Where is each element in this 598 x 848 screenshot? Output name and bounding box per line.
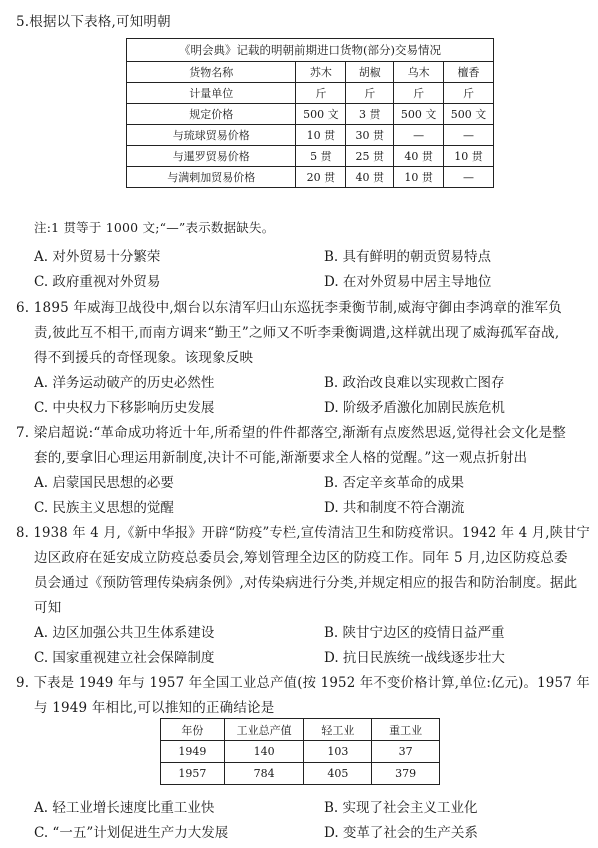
q9-option-a[interactable]: A. 轻工业增长速度比重工业快 (34, 800, 215, 816)
q5-trade-table (126, 38, 494, 188)
q5-stem: 5.根据以下表格,可知明朝 (16, 14, 171, 30)
table-row (161, 741, 440, 763)
table-header-cell: 轻工业 (304, 719, 372, 741)
table-cell: 784 (224, 763, 304, 785)
q7-option-a[interactable]: A. 启蒙国民思想的必要 (34, 475, 174, 491)
q7-option-b[interactable]: B. 否定辛亥革命的成果 (324, 475, 465, 491)
q8-stem-line-2: 边区政府在延安成立防疫总委员会,筹划管理全边区的防疫工作。同年 5 月,边区防疫总委 (34, 550, 568, 566)
table-header-cell: 年份 (161, 719, 225, 741)
table-header-cell: 重工业 (372, 719, 440, 741)
table-cell: 计量单位 (127, 83, 296, 104)
table-row (127, 125, 494, 146)
q6-stem-line-2: 责,彼此互不相干,而南方调来“勤王”之师又不听李秉衡调遣,这样就出现了威海孤军奋战, (34, 325, 560, 341)
q8-option-c[interactable]: C. 国家重视建立社会保障制度 (34, 650, 215, 666)
table-row (127, 83, 494, 104)
q6-option-d[interactable]: D. 阶级矛盾激化加剧民族危机 (324, 400, 505, 416)
table-cell: 140 (224, 741, 304, 763)
table-cell: — (444, 167, 494, 188)
q9-option-c[interactable]: C. “一五”计划促进生产力大发展 (34, 825, 229, 841)
table-cell: 500 文 (296, 104, 346, 125)
table-header-cell: 苏木 (296, 62, 346, 83)
table-header-cell: 胡椒 (346, 62, 394, 83)
q8-option-a[interactable]: A. 边区加强公共卫生体系建设 (34, 625, 215, 641)
table-cell: 规定价格 (127, 104, 296, 125)
q8-stem-line-3: 员会通过《预防管理传染病条例》,对传染病进行分类,并规定相应的报告和防治制度。据此 (34, 575, 578, 591)
q8-stem-line-1: 8. 1938 年 4 月,《新中华报》开辟“防疫”专栏,宣传清洁卫生和防疫常识。1942 年 4 月,陕甘宁 (16, 525, 590, 541)
table-cell: 与暹罗贸易价格 (127, 146, 296, 167)
table-cell: 30 贯 (346, 125, 394, 146)
table-cell: 40 贯 (346, 167, 394, 188)
table-cell: 斤 (346, 83, 394, 104)
table-cell: 10 贯 (444, 146, 494, 167)
table-cell: 1949 (161, 741, 225, 763)
table-cell: 斤 (444, 83, 494, 104)
q5-option-c[interactable]: C. 政府重视对外贸易 (34, 274, 161, 290)
q8-option-b[interactable]: B. 陕甘宁边区的疫情日益严重 (324, 625, 505, 641)
table-row (127, 104, 494, 125)
q9-output-table (160, 718, 440, 785)
table-cell: 3 贯 (346, 104, 394, 125)
q5-option-d[interactable]: D. 在对外贸易中居主导地位 (324, 274, 492, 290)
table-cell: 40 贯 (394, 146, 444, 167)
q6-stem-line-3: 得不到援兵的奇怪现象。该现象反映 (34, 350, 254, 366)
q7-stem-line-2: 套的,要拿旧心理运用新制度,决计不可能,渐渐要求全人格的觉醒。”这一观点折射出 (34, 450, 528, 466)
table-cell: 斤 (394, 83, 444, 104)
q6-option-c[interactable]: C. 中央权力下移影响历史发展 (34, 400, 215, 416)
q5-option-b[interactable]: B. 具有鲜明的朝贡贸易特点 (324, 249, 492, 265)
q9-option-d[interactable]: D. 变革了社会的生产关系 (324, 825, 478, 841)
table-cell: 1957 (161, 763, 225, 785)
table-cell: 25 贯 (346, 146, 394, 167)
table-header-cell: 工业总产值 (224, 719, 304, 741)
table-cell: 500 文 (444, 104, 494, 125)
table-row (127, 167, 494, 188)
q9-stem-line-1: 9. 下表是 1949 年与 1957 年全国工业总产值(按 1952 年不变价格计算,单位:亿元)。1957 年 (16, 675, 590, 691)
table-cell: 405 (304, 763, 372, 785)
q9-stem-line-2: 与 1949 年相比,可以推知的正确结论是 (34, 700, 275, 716)
q6-option-a[interactable]: A. 洋务运动破产的历史必然性 (34, 375, 215, 391)
table-cell: 500 文 (394, 104, 444, 125)
table-cell: 斤 (296, 83, 346, 104)
table-row (161, 763, 440, 785)
table-cell: 20 贯 (296, 167, 346, 188)
table-cell: 103 (304, 741, 372, 763)
table-cell: 与满剌加贸易价格 (127, 167, 296, 188)
q5-option-a[interactable]: A. 对外贸易十分繁荣 (34, 249, 161, 265)
table-cell: 379 (372, 763, 440, 785)
q5-table-title: 《明会典》记载的明朝前期进口货物(部分)交易情况 (127, 39, 494, 62)
table-cell: 5 贯 (296, 146, 346, 167)
q6-option-b[interactable]: B. 政治改良难以实现救亡图存 (324, 375, 505, 391)
q7-stem-line-1: 7. 梁启超说:“革命成功将近十年,所希望的件件都落空,渐渐有点废然思返,觉得社会文化是整 (16, 425, 566, 441)
q8-stem-line-4: 可知 (34, 600, 62, 616)
table-cell: — (444, 125, 494, 146)
table-cell: 10 贯 (394, 167, 444, 188)
q9-option-b[interactable]: B. 实现了社会主义工业化 (324, 800, 478, 816)
q8-option-d[interactable]: D. 抗日民族统一战线逐步壮大 (324, 650, 505, 666)
q5-note: 注:1 贯等于 1000 文;“—”表示数据缺失。 (34, 220, 275, 235)
table-header-cell: 货物名称 (127, 62, 296, 83)
table-cell: — (394, 125, 444, 146)
table-cell: 10 贯 (296, 125, 346, 146)
table-cell: 与琉球贸易价格 (127, 125, 296, 146)
table-cell: 37 (372, 741, 440, 763)
table-header-cell: 乌木 (394, 62, 444, 83)
q7-option-d[interactable]: D. 共和制度不符合潮流 (324, 500, 465, 516)
table-header-cell: 檀香 (444, 62, 494, 83)
q7-option-c[interactable]: C. 民族主义思想的觉醒 (34, 500, 174, 516)
table-row (127, 62, 494, 83)
table-row (127, 146, 494, 167)
table-row (161, 719, 440, 741)
q6-stem-line-1: 6. 1895 年威海卫战役中,烟台以东清军归山东巡抚李秉衡节制,威海守御由李鸿章的淮军负 (16, 300, 562, 316)
